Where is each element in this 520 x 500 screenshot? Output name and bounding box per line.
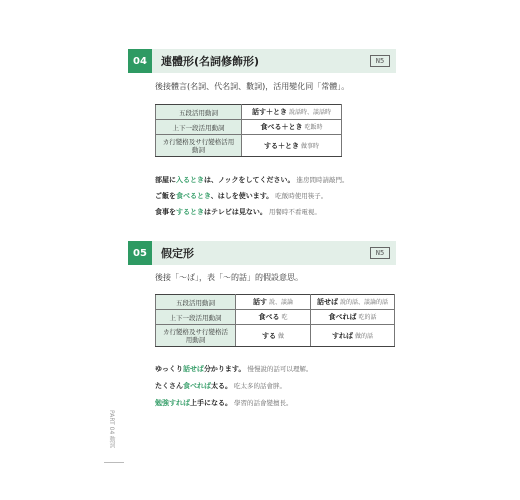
side-part-label: PART 04 動詞 — [108, 410, 115, 449]
example-translation: 吃飯時使用筷子。 — [275, 192, 328, 200]
example-pre: たくさん — [155, 382, 183, 390]
example-highlight: 入るとき — [176, 176, 204, 184]
section-header-05 — [128, 241, 396, 265]
table-row — [156, 310, 395, 325]
conjugation-table-04 — [155, 104, 342, 157]
form-zh: 說的話、談論的話 — [340, 299, 389, 306]
form-jp: する — [261, 331, 276, 340]
example-highlight: 勉強すれば — [155, 399, 190, 407]
table-row — [156, 120, 342, 135]
example-highlight: 食べれば — [183, 382, 211, 390]
form-zh: 做事時 — [301, 142, 320, 150]
example-pre: ゆっくり — [155, 365, 183, 373]
row-category: 五段活用動詞 — [156, 105, 242, 120]
example-translation: 吃太多的話會胖。 — [234, 382, 286, 390]
example-post: 上手になる。 — [190, 399, 232, 407]
example-sentence — [155, 175, 349, 185]
example-post: 分かります。 — [203, 365, 246, 373]
example-translation: 用餐時不看電視。 — [268, 208, 321, 216]
section-number: 05 — [128, 241, 152, 265]
example-post: はテレビは見ない。 — [204, 208, 267, 216]
conjugation-table-05 — [155, 294, 395, 347]
section-title: 假定形 — [161, 247, 194, 260]
form-zh: 吃飯時 — [304, 124, 323, 131]
example-sentence — [155, 364, 312, 374]
form-zh: 吃 — [281, 314, 288, 321]
example-pre: ご飯を — [155, 192, 176, 200]
example-sentence — [155, 398, 293, 408]
example-translation: 學習的話會變擅長。 — [234, 399, 293, 407]
table-row — [156, 105, 342, 120]
section-number: 04 — [128, 49, 152, 73]
table-row — [156, 295, 395, 310]
section-title: 連體形(名詞修飾形) — [161, 55, 260, 68]
level-badge: N5 — [370, 55, 390, 67]
example-sentence — [155, 191, 327, 201]
example-post: 、はしを使います。 — [210, 192, 274, 200]
row-category: カ行變格及サ行變格活用動詞 — [156, 325, 236, 347]
form-jp: 話す — [252, 298, 267, 306]
form-jp: 話す＋とき — [251, 108, 287, 116]
form-jp: する＋とき — [263, 141, 299, 150]
example-pre: 食事を — [155, 208, 176, 216]
section-header-04 — [128, 49, 396, 73]
form-zh: 做 — [278, 332, 285, 340]
form-jp: 食べる＋とき — [260, 123, 303, 131]
example-pre: 部屋に — [155, 176, 176, 184]
example-highlight: するとき — [176, 208, 204, 216]
row-category: 五段活用動詞 — [156, 295, 236, 310]
footer-divider — [104, 462, 124, 463]
example-highlight: 食べるとき — [176, 192, 211, 200]
form-jp: 食べれば — [328, 313, 357, 321]
example-post: 太る。 — [211, 382, 232, 390]
form-zh: 說、談論 — [269, 299, 294, 306]
example-highlight: 話せば — [182, 365, 204, 373]
row-category: カ行變格及サ行變格活用動詞 — [156, 135, 242, 157]
form-jp: 食べる — [258, 313, 280, 321]
section-intro: 後接「～ば」，表「～的話」的假設意思。 — [155, 273, 303, 282]
form-jp: 話せば — [316, 298, 338, 306]
table-row — [156, 135, 342, 157]
example-translation: 慢慢說的話可以理解。 — [247, 365, 313, 373]
form-zh: 做的話 — [355, 332, 374, 340]
form-zh: 吃的話 — [358, 314, 377, 321]
table-row — [156, 325, 395, 347]
form-jp: すれば — [331, 331, 353, 340]
example-translation: 進房間時請敲門。 — [296, 176, 349, 184]
row-category: 上下一段活用動詞 — [156, 310, 236, 325]
example-sentence — [155, 381, 286, 391]
example-post: は、ノックをしてください。 — [204, 176, 295, 184]
row-category: 上下一段活用動詞 — [156, 120, 242, 135]
section-intro: 後接體言(名詞、代名詞、數詞)，活用變化同「常體」。 — [155, 82, 350, 91]
form-zh: 說話時、談話時 — [289, 109, 332, 116]
example-sentence — [155, 207, 321, 217]
level-badge: N5 — [370, 247, 390, 259]
